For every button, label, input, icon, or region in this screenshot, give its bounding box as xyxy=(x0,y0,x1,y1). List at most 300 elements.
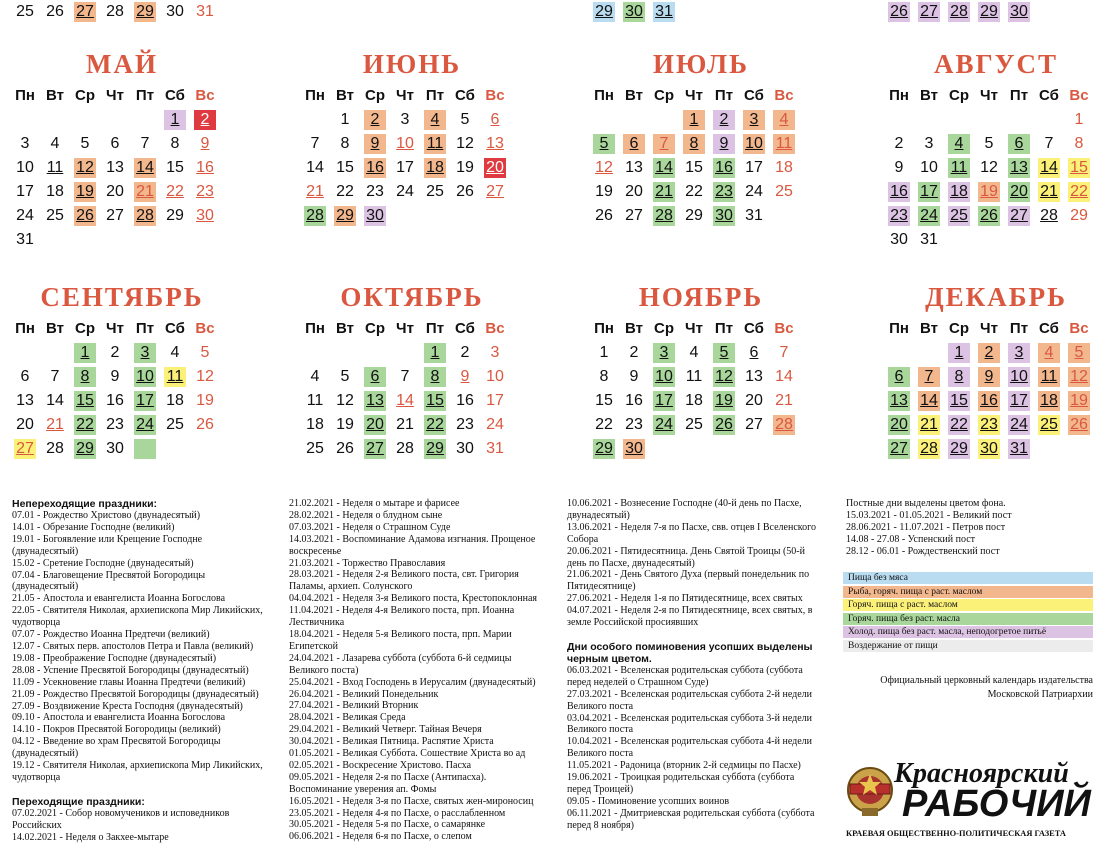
day-cell: 24 xyxy=(16,207,34,224)
text-line: 15.02 - Сретение Господне (двунадесятый) xyxy=(12,557,194,569)
day-cell: 19 xyxy=(456,159,474,176)
empty-cell xyxy=(130,437,160,461)
day-cell: 14 xyxy=(914,389,944,413)
day-cell: 25 xyxy=(306,440,324,457)
day-cell: 1 xyxy=(420,341,450,365)
day-cell: 6 xyxy=(20,368,30,385)
day-cell: 7 xyxy=(140,135,150,152)
day-cell: 27 xyxy=(914,0,944,24)
day-cell: 26 xyxy=(974,204,1004,228)
weekday-header: Пт xyxy=(425,320,445,337)
empty-cell xyxy=(974,108,1004,132)
day-cell: 16 xyxy=(625,392,643,409)
day-cell: 29 xyxy=(420,437,450,461)
weekday-header: Ср xyxy=(75,320,95,337)
text-line: Великого поста) xyxy=(289,664,359,676)
day-cell: 28 xyxy=(1040,207,1058,224)
weekday-header: Вс xyxy=(195,87,215,104)
day-cell: 18 xyxy=(166,392,184,409)
day-cell: 11 xyxy=(944,156,974,180)
day-cell: 12 xyxy=(980,159,998,176)
text-line: Лествичника xyxy=(289,617,345,629)
day-cell: 24 xyxy=(130,413,160,437)
text-line: 28.02.2021 - Неделя о блудном сыне xyxy=(289,509,443,521)
day-cell: 31 xyxy=(649,0,679,24)
text-line: 07.07 - Рождество Иоанна Предтечи (великий) xyxy=(12,629,210,641)
day-cell: 17 xyxy=(130,389,160,413)
empty-cell xyxy=(619,108,649,132)
text-line: 11.05.2021 - Радоница (вторник 2-й седмицы по Пасхе) xyxy=(567,760,801,772)
text-line: 10.06.2021 - Вознесение Господне (40-й день по Пасхе, xyxy=(567,498,802,509)
month-october xyxy=(300,279,530,461)
weekday-header: Вс xyxy=(485,320,505,337)
weekday-header: Вс xyxy=(1069,320,1089,337)
fasts-column xyxy=(846,498,1096,558)
day-cell: 30 xyxy=(166,3,184,20)
day-cell: 1 xyxy=(340,111,350,128)
day-cell: 15 xyxy=(336,159,354,176)
empty-cell xyxy=(130,108,160,132)
text-line: 27.06.2021 - Неделя 1-я по Пятидесятнице, всех святых xyxy=(567,593,803,605)
text-line: воскресенье xyxy=(289,545,342,557)
day-cell: 18 xyxy=(944,180,974,204)
day-cell: 26 xyxy=(709,413,739,437)
text-line: 09.05 - Поминовение усопших воинов xyxy=(567,795,730,807)
text-line: 28.08 - Успение Пресвятой Богородицы (двунадесятый) xyxy=(12,664,249,676)
day-cell: 17 xyxy=(16,183,34,200)
weekday-header: Пт xyxy=(1009,87,1029,104)
text-line: 23.05.2021 - Неделя 4-я по Пасхе, о расслабленном xyxy=(289,807,506,819)
newspaper-logo xyxy=(842,752,1097,848)
text-line: Российских xyxy=(12,819,62,831)
day-cell: 22 xyxy=(70,413,100,437)
day-cell: 11 xyxy=(1034,365,1064,389)
empty-cell xyxy=(1034,108,1064,132)
empty-cell xyxy=(914,108,944,132)
day-cell: 8 xyxy=(679,132,709,156)
day-cell: 27 xyxy=(360,437,390,461)
day-cell: 22 xyxy=(685,183,703,200)
empty-cell xyxy=(884,341,914,365)
day-cell: 29 xyxy=(330,204,360,228)
day-cell: 6 xyxy=(619,132,649,156)
day-cell: 11 xyxy=(46,159,64,176)
day-cell: 26 xyxy=(1064,413,1094,437)
text-line xyxy=(567,629,842,641)
day-cell: 15 xyxy=(685,159,703,176)
day-cell: 14 xyxy=(130,156,160,180)
text-line: 03.04.2021 - Вселенская родительская суббота 3-й недели xyxy=(567,712,813,724)
month-grid xyxy=(589,84,819,228)
day-cell: 13 xyxy=(884,389,914,413)
weekday-header: Сб xyxy=(165,87,185,104)
text-line: 30.04.2021 - Великая Пятница. Распятие Христа xyxy=(289,736,494,748)
day-cell: 1 xyxy=(944,341,974,365)
day-cell: 20 xyxy=(106,183,124,200)
weekday-header: Сб xyxy=(165,320,185,337)
text-line: Пятидесятнице) xyxy=(567,581,636,593)
logo-tagline: КРАЕВАЯ ОБЩЕСТВЕННО-ПОЛИТИЧЕСКАЯ ГАЗЕТА xyxy=(846,829,1066,838)
day-cell: 26 xyxy=(70,204,100,228)
day-cell: 3 xyxy=(739,108,769,132)
day-cell: 16 xyxy=(360,156,390,180)
day-cell: 1 xyxy=(1074,111,1084,128)
weekday-header: Вс xyxy=(774,87,794,104)
day-cell: 21 xyxy=(130,180,160,204)
day-cell: 20 xyxy=(360,413,390,437)
day-cell: 29 xyxy=(974,0,1004,24)
weekday-header: Сб xyxy=(1039,320,1059,337)
text-line: (двунадесятый) xyxy=(12,748,79,760)
day-cell: 26 xyxy=(46,3,64,20)
text-line: 04.12 - Введение во храм Пресвятой Богородицы xyxy=(12,736,221,748)
weekday-header: Вт xyxy=(46,320,64,337)
weekday-header: Пн xyxy=(594,87,614,104)
day-cell: 14 xyxy=(649,156,679,180)
weekday-header: Пн xyxy=(889,320,909,337)
text-line: 11.09 - Усекновение главы Иоанна Предтечи (великий) xyxy=(12,676,246,688)
weekday-header: Ср xyxy=(654,87,674,104)
empty-cell xyxy=(360,341,390,365)
weekday-header: Чт xyxy=(980,87,998,104)
day-cell: 30 xyxy=(619,0,649,24)
text-line: 19.01 - Богоявление или Крещение Господне xyxy=(12,533,203,545)
publisher-credit xyxy=(843,674,1093,702)
day-cell: 19 xyxy=(70,180,100,204)
empty-cell xyxy=(330,341,360,365)
text-line: Египетской xyxy=(289,640,338,652)
day-cell: 28 xyxy=(46,440,64,457)
day-cell: 3 xyxy=(924,135,934,152)
day-cell: 23 xyxy=(366,183,384,200)
day-cell: 14 xyxy=(396,392,414,409)
day-cell: 5 xyxy=(460,111,470,128)
day-cell: 4 xyxy=(170,344,180,361)
day-cell: 20 xyxy=(625,183,643,200)
text-line: 15.03.2021 - 01.05.2021 - Великий пост xyxy=(846,509,1012,521)
text-line: 29.04.2021 - Великий Четверг. Тайная Вечеря xyxy=(289,724,482,736)
day-cell: 27 xyxy=(745,416,763,433)
day-cell: 28 xyxy=(300,204,330,228)
weekday-header: Вт xyxy=(625,320,643,337)
day-cell: 17 xyxy=(914,180,944,204)
text-line: 04.04.2021 - Неделя 3-я Великого поста, Крестопоклонная xyxy=(289,593,538,605)
order-badge-icon xyxy=(848,768,892,816)
empty-cell xyxy=(390,341,420,365)
empty-cell xyxy=(10,108,40,132)
day-cell: 30 xyxy=(619,437,649,461)
day-cell: 29 xyxy=(944,437,974,461)
weekday-header: Чт xyxy=(685,320,703,337)
day-cell: 14 xyxy=(46,392,64,409)
day-cell: 28 xyxy=(769,413,799,437)
day-cell: 25 xyxy=(775,183,793,200)
day-cell: 5 xyxy=(709,341,739,365)
previous-months-last-row xyxy=(0,0,1100,24)
day-cell: 11 xyxy=(769,132,799,156)
weekday-header: Пн xyxy=(15,87,35,104)
day-cell: 28 xyxy=(914,437,944,461)
day-cell: 23 xyxy=(709,180,739,204)
day-cell: 15 xyxy=(944,389,974,413)
text-line: 19.06.2021 - Троицкая родительская суббота (суббота xyxy=(567,772,795,784)
day-cell: 1 xyxy=(679,108,709,132)
empty-cell xyxy=(300,108,330,132)
day-cell: 5 xyxy=(340,368,350,385)
day-cell: 1 xyxy=(160,108,190,132)
logo-graphic xyxy=(842,752,1097,848)
section-heading: Дни особого поминовения усопших выделены xyxy=(567,640,813,653)
weekday-header: Сб xyxy=(744,87,764,104)
text-line: 21.05 - Апостола и евангелиста Иоанна Богослова xyxy=(12,593,226,605)
day-cell: 17 xyxy=(745,159,763,176)
day-cell: 22 xyxy=(420,413,450,437)
month-grid xyxy=(884,317,1100,461)
day-cell: 19 xyxy=(196,392,214,409)
day-cell: 15 xyxy=(166,159,184,176)
text-line: 13.06.2021 - Неделя 7-я по Пасхе, свв. отцев I Вселенского xyxy=(567,521,816,533)
day-cell: 20 xyxy=(745,392,763,409)
day-cell: 13 xyxy=(486,135,504,152)
day-cell: 5 xyxy=(589,132,619,156)
text-line: 06.06.2021 - Неделя 6-я по Пасхе, о слепом xyxy=(289,831,472,843)
day-cell: 17 xyxy=(486,392,504,409)
text-line: 25.04.2021 - Вход Господень в Иерусалим (двунадесятый) xyxy=(289,676,536,688)
month-grid xyxy=(300,317,530,461)
day-cell: 29 xyxy=(1070,207,1088,224)
day-cell: 28 xyxy=(130,204,160,228)
day-cell: 26 xyxy=(884,0,914,24)
text-line: 11.04.2021 - Неделя 4-я Великого поста, прп. Иоанна xyxy=(289,605,515,617)
day-cell: 30 xyxy=(106,440,124,457)
day-cell: 12 xyxy=(336,392,354,409)
day-cell: 9 xyxy=(110,368,120,385)
day-cell: 7 xyxy=(1044,135,1054,152)
day-cell: 21 xyxy=(396,416,414,433)
day-cell: 13 xyxy=(106,159,124,176)
day-cell: 14 xyxy=(775,368,793,385)
day-cell: 18 xyxy=(775,159,793,176)
month-may xyxy=(10,46,240,252)
day-cell: 18 xyxy=(685,392,703,409)
weekday-header: Вт xyxy=(920,320,938,337)
weekday-header: Пт xyxy=(714,87,734,104)
day-cell: 30 xyxy=(196,207,214,224)
section-heading: Переходящие праздники: xyxy=(12,795,145,808)
text-line: Великого поста xyxy=(567,748,634,760)
day-cell: 23 xyxy=(884,204,914,228)
day-cell: 30 xyxy=(360,204,390,228)
weekday-header: Пт xyxy=(1009,320,1029,337)
weekday-header: Вс xyxy=(195,320,215,337)
day-cell: 24 xyxy=(396,183,414,200)
day-cell: 12 xyxy=(456,135,474,152)
day-cell: 10 xyxy=(739,132,769,156)
day-cell: 31 xyxy=(16,231,34,248)
text-line: перед 8 ноября) xyxy=(567,819,634,831)
july-tail-fragment xyxy=(884,0,1034,24)
day-cell: 21 xyxy=(46,416,64,433)
text-line: Постные дни выделены цветом фона. xyxy=(846,498,1006,509)
day-cell: 12 xyxy=(1064,365,1094,389)
day-cell: 26 xyxy=(336,440,354,457)
day-cell: 16 xyxy=(974,389,1004,413)
day-cell: 26 xyxy=(196,416,214,433)
day-cell: 22 xyxy=(336,183,354,200)
day-cell: 31 xyxy=(920,231,938,248)
weekday-header: Чт xyxy=(685,87,703,104)
day-cell: 12 xyxy=(595,159,613,176)
day-cell: 13 xyxy=(625,159,643,176)
day-cell: 7 xyxy=(50,368,60,385)
day-cell: 18 xyxy=(1034,389,1064,413)
day-cell: 9 xyxy=(894,159,904,176)
weekday-header: Пн xyxy=(305,87,325,104)
day-cell: 4 xyxy=(50,135,60,152)
day-cell: 17 xyxy=(649,389,679,413)
weekday-header: Пн xyxy=(594,320,614,337)
empty-cell xyxy=(70,108,100,132)
day-cell: 8 xyxy=(70,365,100,389)
day-cell: 23 xyxy=(456,416,474,433)
day-cell: 4 xyxy=(944,132,974,156)
logo-title-line2: РАБОЧИЙ xyxy=(902,783,1091,825)
day-cell: 18 xyxy=(46,183,64,200)
empty-cell xyxy=(944,108,974,132)
text-line: 04.07.2021 - Неделя 2-я по Пятидесятнице, всех святых, в xyxy=(567,605,813,617)
day-cell: 11 xyxy=(306,392,324,409)
weekday-header: Чт xyxy=(980,320,998,337)
text-line: 06.03.2021 - Вселенская родительская суббота (суббота xyxy=(567,664,803,676)
day-cell: 30 xyxy=(890,231,908,248)
day-cell: 11 xyxy=(160,365,190,389)
text-line: 07.02.2021 - Собор новомучеников и исповедников xyxy=(12,807,230,819)
day-cell: 7 xyxy=(779,344,789,361)
text-line: 19.12 - Святителя Николая, архиепископа Мир Ликийских, xyxy=(12,760,263,772)
day-cell: 24 xyxy=(1004,413,1034,437)
day-cell: 3 xyxy=(1004,341,1034,365)
text-line: 06.11.2021 - Дмитриевская родительская суббота (суббота xyxy=(567,807,815,819)
day-cell: 3 xyxy=(649,341,679,365)
day-cell: 10 xyxy=(396,135,414,152)
text-line: 27.03.2021 - Вселенская родительская суббота 2-й недели xyxy=(567,688,813,700)
day-cell: 10 xyxy=(130,365,160,389)
day-cell: 23 xyxy=(106,416,124,433)
day-cell: 6 xyxy=(749,344,759,361)
legend-item: Воздержание от пищи xyxy=(843,640,1093,652)
weekday-header: Пн xyxy=(889,87,909,104)
day-cell: 6 xyxy=(360,365,390,389)
legend-item: Горяч. пища с раст. маслом xyxy=(843,599,1093,611)
text-line: 18.04.2021 - Неделя 5-я Великого поста, прп. Марии xyxy=(289,628,512,640)
text-line: 16.05.2021 - Неделя 3-я по Пасхе, святых жен-мироносиц xyxy=(289,795,534,807)
day-cell: 10 xyxy=(649,365,679,389)
text-line: 14.01 - Обрезание Господне (великий) xyxy=(12,521,175,533)
day-cell: 3 xyxy=(400,111,410,128)
day-cell: 12 xyxy=(196,368,214,385)
empty-cell xyxy=(589,108,619,132)
weekday-header: Сб xyxy=(455,320,475,337)
day-cell: 16 xyxy=(196,159,214,176)
day-cell: 9 xyxy=(200,135,210,152)
day-cell: 2 xyxy=(629,344,639,361)
weekday-header: Ср xyxy=(365,87,385,104)
day-cell: 28 xyxy=(649,204,679,228)
day-cell: 2 xyxy=(460,344,470,361)
day-cell: 6 xyxy=(884,365,914,389)
day-cell: 16 xyxy=(709,156,739,180)
day-cell: 8 xyxy=(599,368,609,385)
month-grid xyxy=(589,317,819,461)
day-cell: 7 xyxy=(400,368,410,385)
day-cell: 21 xyxy=(775,392,793,409)
text-line: 19.08 - Преображение Господне (двунадесятый) xyxy=(12,652,217,664)
weekday-header: Пт xyxy=(135,87,155,104)
weekday-header: Сб xyxy=(455,87,475,104)
text-line: перед неделей о Страшном Суде) xyxy=(567,676,709,688)
day-cell: 2 xyxy=(190,108,220,132)
day-cell: 30 xyxy=(456,440,474,457)
text-line: (двунадесятый) xyxy=(12,545,79,557)
day-cell: 1 xyxy=(599,344,609,361)
text-line: земле Российской просиявших xyxy=(567,617,699,629)
text-line: перед Троицей) xyxy=(567,783,634,795)
day-cell: 2 xyxy=(110,344,120,361)
day-cell: 22 xyxy=(1064,180,1094,204)
day-cell: 25 xyxy=(944,204,974,228)
weekday-header: Ср xyxy=(75,87,95,104)
day-cell: 19 xyxy=(709,389,739,413)
day-cell: 29 xyxy=(685,207,703,224)
empty-cell xyxy=(10,341,40,365)
month-grid xyxy=(10,84,240,252)
day-cell: 20 xyxy=(884,413,914,437)
text-line: 28.03.2021 - Неделя 2-я Великого поста, свт. Григория xyxy=(289,569,519,581)
text-line: 14.03.2021 - Воспоминание Адамова изгнания. Прощеное xyxy=(289,533,536,545)
day-cell: 30 xyxy=(1004,0,1034,24)
day-cell: 29 xyxy=(589,437,619,461)
text-line: 26.04.2021 - Великий Понедельник xyxy=(289,688,439,700)
weekday-header: Ср xyxy=(949,320,969,337)
day-cell: 4 xyxy=(310,368,320,385)
day-cell: 28 xyxy=(944,0,974,24)
day-cell: 27 xyxy=(884,437,914,461)
weekday-header: Ср xyxy=(365,320,385,337)
day-cell: 10 xyxy=(1004,365,1034,389)
day-cell: 8 xyxy=(420,365,450,389)
weekday-header: Чт xyxy=(106,87,124,104)
day-cell: 9 xyxy=(360,132,390,156)
section-heading: Непереходящие праздники: xyxy=(12,498,158,510)
day-cell: 7 xyxy=(649,132,679,156)
day-cell: 10 xyxy=(486,368,504,385)
empty-cell xyxy=(884,108,914,132)
day-cell: 4 xyxy=(769,108,799,132)
weekday-header: Пн xyxy=(15,320,35,337)
month-title: МАЙ xyxy=(86,49,158,79)
day-cell: 26 xyxy=(595,207,613,224)
day-cell: 25 xyxy=(166,416,184,433)
day-cell: 27 xyxy=(70,0,100,24)
day-cell: 21 xyxy=(914,413,944,437)
day-cell: 31 xyxy=(1004,437,1034,461)
day-cell: 9 xyxy=(974,365,1004,389)
weekday-header: Пт xyxy=(714,320,734,337)
day-cell: 5 xyxy=(80,135,90,152)
day-cell: 25 xyxy=(1034,413,1064,437)
day-cell: 22 xyxy=(595,416,613,433)
text-line: 28.04.2021 - Великая Среда xyxy=(289,712,406,724)
